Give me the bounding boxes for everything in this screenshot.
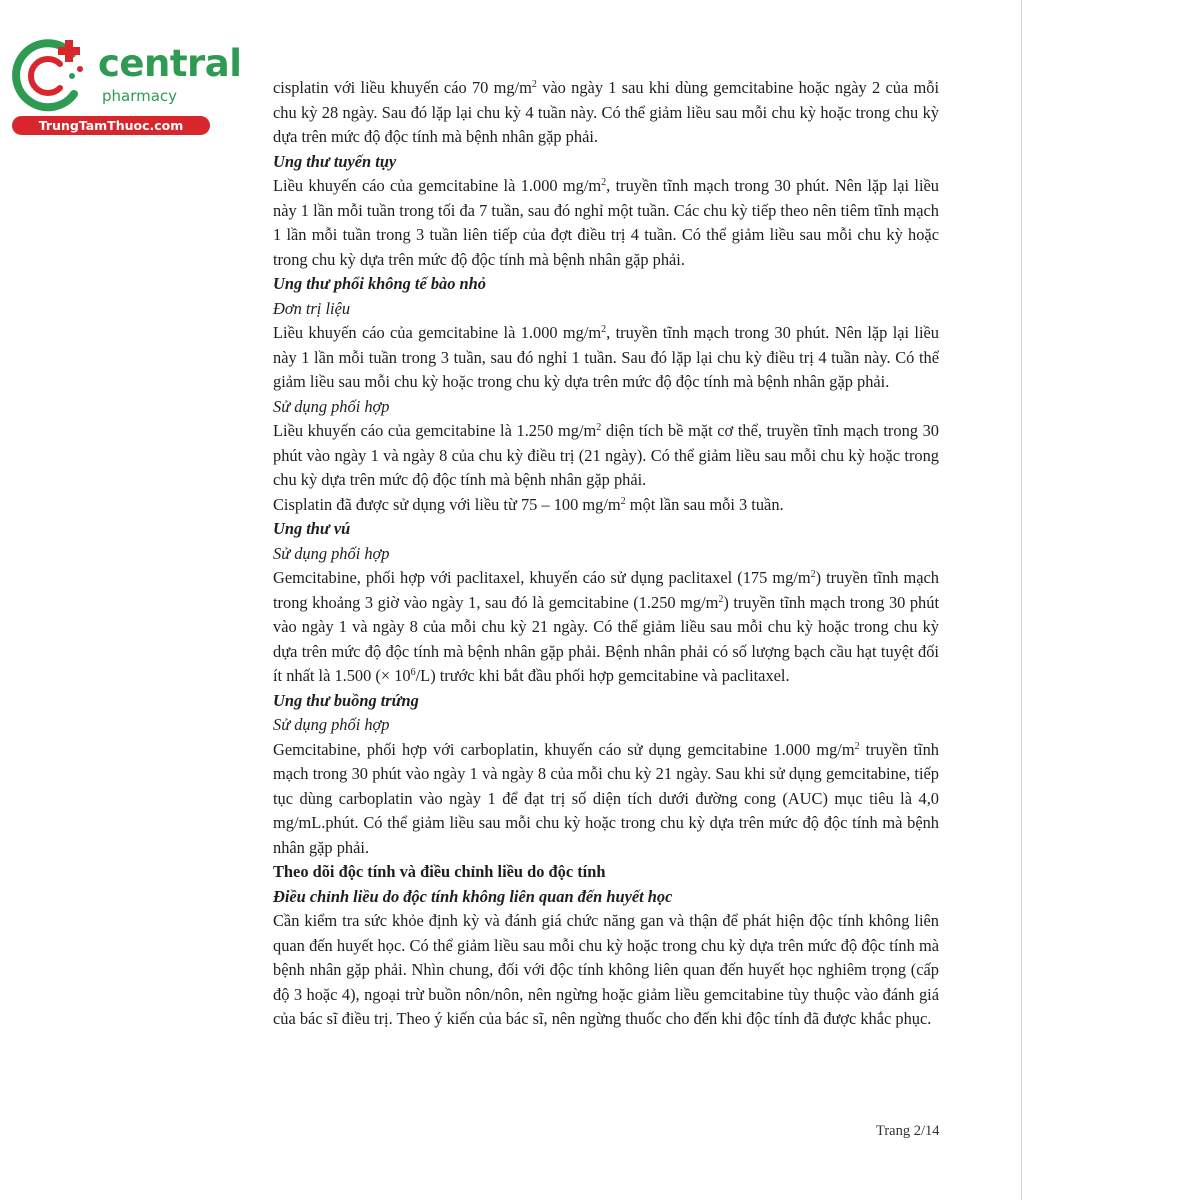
heading-nsclc: Ung thư phổi không tế bào nhỏ <box>273 274 486 293</box>
subheading-combination-ovarian: Sử dụng phối hợp <box>273 715 390 734</box>
heading-pancreatic-cancer: Ung thư tuyến tụy <box>273 151 397 171</box>
pharmacy-logo-icon <box>10 36 100 116</box>
subheading-combination-nsclc: Sử dụng phối hợp <box>273 396 390 416</box>
subheading-combination-breast: Sử dụng phối hợp <box>273 543 390 563</box>
heading-toxicity-monitoring: Theo dõi độc tính và điều chỉnh liều do độc tính <box>273 862 606 881</box>
document-body <box>273 76 939 1032</box>
paragraph-breast: Gemcitabine, phối hợp với paclitaxel, khuyến cáo sử dụng paclitaxel (175 $mg/m^2$) truyền tĩnh mạch trong khoảng 3 giờ vào ngày 1, sau đó là gemcitabine (1.250 $mg/m^2$) truyền tĩnh mạch trong 30 phút vào ngày 1 và ngày 8 của mỗi chu kỳ 21 ngày. Có thể giảm liều sau mỗi chu kỳ hoặc trong chu kỳ dựa trên mức độ độc tính mà bệnh nhân gặp phải. Bệnh nhân phải có số lượng bạch cầu hạt tuyệt đối ít nhất là 1.500 (× $10^6/L$) trước khi bắt đầu phối hợp gemcitabine và paclitaxel. <box>273 568 939 685</box>
page-number: Trang 2/14 <box>876 1123 940 1139</box>
heading-ovarian-cancer: Ung thư buồng trứng <box>273 690 419 710</box>
heading-non-hematologic: Điều chỉnh liều do độc tính không liên quan đến huyết học <box>273 886 673 906</box>
paragraph-cisplatin-dose: Cisplatin đã được sử dụng với liều từ 75 – 100 $mg/m^2$ một lần sau mỗi 3 tuần. <box>273 494 784 514</box>
paragraph-ovarian: Gemcitabine, phối hợp với carboplatin, khuyến cáo sử dụng gemcitabine 1.000 $mg/m^2$ truyền tĩnh mạch trong 30 phút vào ngày 1 và ngày 8 của mỗi chu kỳ 21 ngày. Sau khi sử dụng gemcitabine, tiếp tục dùng carboplatin vào ngày 1 để đạt trị số diện tích dưới đường cong (AUC) mục tiêu là 4,0 mg/mL.phút. Có thể giảm liều sau mỗi chu kỳ hoặc trong chu kỳ dựa trên mức độ độc tính mà bệnh nhân gặp phải. <box>273 739 939 857</box>
subheading-monotherapy: Đơn trị liệu <box>273 298 351 318</box>
central-pharmacy-logo <box>10 36 242 136</box>
paragraph-pancreatic: Liều khuyến cáo của gemcitabine là 1.000 $mg/m^2$, truyền tĩnh mạch trong 30 phút. Nên lặp lại liều này 1 lần mỗi tuần trong tối đa 7 tuần, sau đó nghỉ một tuần. Các chu kỳ tiếp theo nên tiêm tĩnh mạch 1 lần mỗi tuần trong 3 tuần liên tiếp của đợt điều trị 4 tuần. Có thể giảm liều sau mỗi chu kỳ hoặc trong chu kỳ dựa trên mức độ độc tính mà bệnh nhân gặp phải. <box>273 176 939 269</box>
page-edge-line <box>1021 0 1022 1200</box>
heading-breast-cancer: Ung thư vú <box>273 519 351 538</box>
brand-subtitle: pharmacy <box>102 87 178 105</box>
paragraph-non-hematologic: Cần kiểm tra sức khỏe định kỳ và đánh giá chức năng gan và thận để phát hiện độc tính không liên quan đến huyết học. Có thể giảm liều sau mỗi chu kỳ hoặc trong chu kỳ dựa trên mức độ độc tính mà bệnh nhân gặp phải. Nhìn chung, đối với độc tính không liên quan đến huyết học nghiêm trọng (cấp độ 3 hoặc 4), ngoại trừ buồn nôn/nôn, nên ngừng hoặc giảm liều gemcitabine tùy thuộc vào đánh giá của bác sĩ điều trị. Theo ý kiến của bác sĩ, nên ngừng thuốc cho đến khi độc tính đã được khắc phục. <box>273 911 939 1028</box>
paragraph-nsclc-mono: Liều khuyến cáo của gemcitabine là 1.000 $mg/m^2$, truyền tĩnh mạch trong 30 phút. Nên lặp lại liều này 1 lần mỗi tuần trong 3 tuần, sau đó nghỉ 1 tuần. Sau đó lặp lại chu kỳ điều trị 4 tuần này. Có thể giảm liều sau mỗi chu kỳ hoặc trong chu kỳ dựa trên mức độ độc tính mà bệnh nhân gặp phải. <box>273 323 939 391</box>
paragraph-cisplatin: cisplatin với liều khuyến cáo 70 $mg/m^2$ vào ngày 1 sau khi dùng gemcitabine hoặc ngày 2 của mỗi chu kỳ 28 ngày. Sau đó lặp lại chu kỳ 4 tuần này. Có thể giảm liều sau mỗi chu kỳ hoặc trong chu kỳ dựa trên mức độ độc tính mà bệnh nhân gặp phải. <box>273 78 940 146</box>
brand-url: TrungTamThuoc.com <box>12 116 210 135</box>
brand-name: central <box>98 42 242 85</box>
paragraph-nsclc-combo: Liều khuyến cáo của gemcitabine là 1.250 $mg/m^2$ diện tích bề mặt cơ thể, truyền tĩnh mạch trong 30 phút vào ngày 1 và ngày 8 của chu kỳ điều trị (21 ngày). Có thể giảm liều sau mỗi chu kỳ hoặc trong chu kỳ dựa trên mức độ độc tính mà bệnh nhân gặp phải. <box>273 421 939 489</box>
